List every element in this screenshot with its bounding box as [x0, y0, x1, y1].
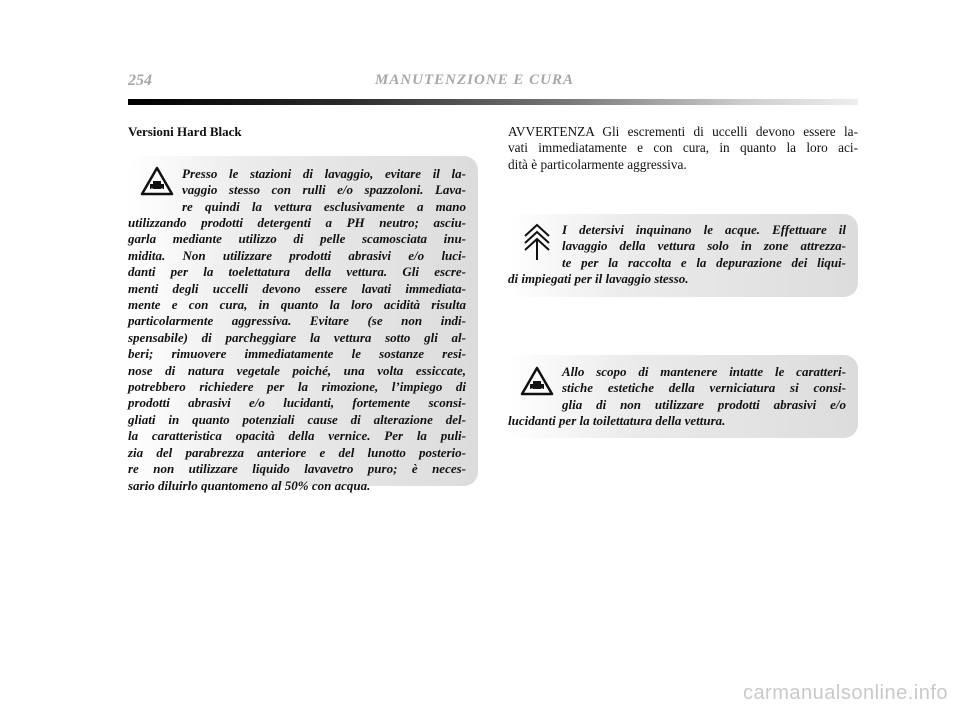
advisory-paragraph	[508, 124, 858, 173]
box-line: garla mediante utilizzo di pelle scamosciata inu-	[128, 231, 466, 247]
subsection-heading: Versioni Hard Black	[128, 124, 242, 139]
box-line: la caratteristica opacità della vernice. Per la puli-	[128, 428, 466, 444]
box-line: particolarmente aggressiva. Evitare (se non indi-	[128, 313, 466, 329]
box-line: Presso le stazioni di lavaggio, evitare il la-	[182, 166, 466, 181]
box-line: menti degli uccelli devono essere lavati immediata-	[128, 280, 466, 296]
box-line: te per la raccolta e la depurazione dei liqui-	[562, 254, 846, 270]
box-line: prodotti abrasivi e/o lucidanti, fortemente sconsi-	[128, 395, 466, 411]
environment-tree-icon	[520, 222, 554, 262]
box-line: stiche estetiche della verniciatura si consi-	[562, 380, 846, 396]
box-line: I detersivi inquinano le acque. Effettuare il	[562, 222, 846, 237]
warning-text-lines-full	[128, 215, 466, 494]
environment-text-lines-indented	[562, 222, 846, 271]
box-line: spensabile) di parcheggiare la vettura sotto gli al-	[128, 329, 466, 345]
box-line: Allo scopo di mantenere intatte le caratteri-	[562, 364, 846, 379]
box-line: gliati in quanto potenziali cause di alterazione del-	[128, 411, 466, 427]
box-line: beri; rimuovere immediatamente le sostanze resi-	[128, 346, 466, 362]
header-rule	[128, 99, 858, 105]
warning-car-icon	[140, 166, 174, 196]
box-line: glia di non utilizzare prodotti abrasivi e/o	[562, 396, 846, 412]
box-line: re quindi la vettura esclusivamente a mano	[182, 198, 466, 214]
box-line: vaggio stesso con rulli e/o spazzoloni. Lava-	[182, 182, 466, 198]
box-line: zia del parabrezza anteriore e del lunotto posterio-	[128, 444, 466, 460]
paragraph-line: dità è particolarmente aggressiva.	[508, 156, 687, 172]
paragraph-line: vati immediatamente e con cura, in quanto la loro aci-	[508, 140, 858, 156]
box-line: midita. Non utilizzare prodotti abrasivi e/o luci-	[128, 247, 466, 263]
environment-text-line-full	[508, 271, 846, 287]
paint-warning-text-line-full	[508, 413, 846, 429]
watermark: carmanualsonline.info	[742, 682, 948, 704]
paragraph-line: AVVERTENZA Gli escrementi di uccelli devono essere la-	[508, 124, 858, 139]
box-line: utilizzando prodotti detergenti a PH neutro; asciu-	[128, 215, 466, 230]
box-line: mente e con cura, in quanto la loro acidità risulta	[128, 297, 466, 313]
paint-warning-text-lines-indented	[562, 364, 846, 413]
page-number: 254	[128, 72, 152, 89]
warning-text-lines-indented	[182, 166, 466, 215]
box-line: danti per la toelettatura della vettura. Gli escre-	[128, 264, 466, 280]
box-line: di impiegati per il lavaggio stesso.	[508, 271, 689, 286]
warning-car-icon	[520, 366, 554, 396]
box-line: potrebbero richiedere per la rimozione, l’impiego di	[128, 379, 466, 395]
box-line: nose di natura vegetale poiché, una volta essiccate,	[128, 362, 466, 378]
box-line: lucidanti per la toilettatura della vettura.	[508, 413, 726, 428]
box-line: sario diluirlo quantomeno al 50% con acqua.	[128, 477, 371, 493]
box-line: re non utilizzare liquido lavavetro puro; è neces-	[128, 461, 466, 477]
section-title: MANUTENZIONE E CURA	[375, 72, 575, 88]
box-line: lavaggio della vettura solo in zone attrezza-	[562, 238, 846, 254]
